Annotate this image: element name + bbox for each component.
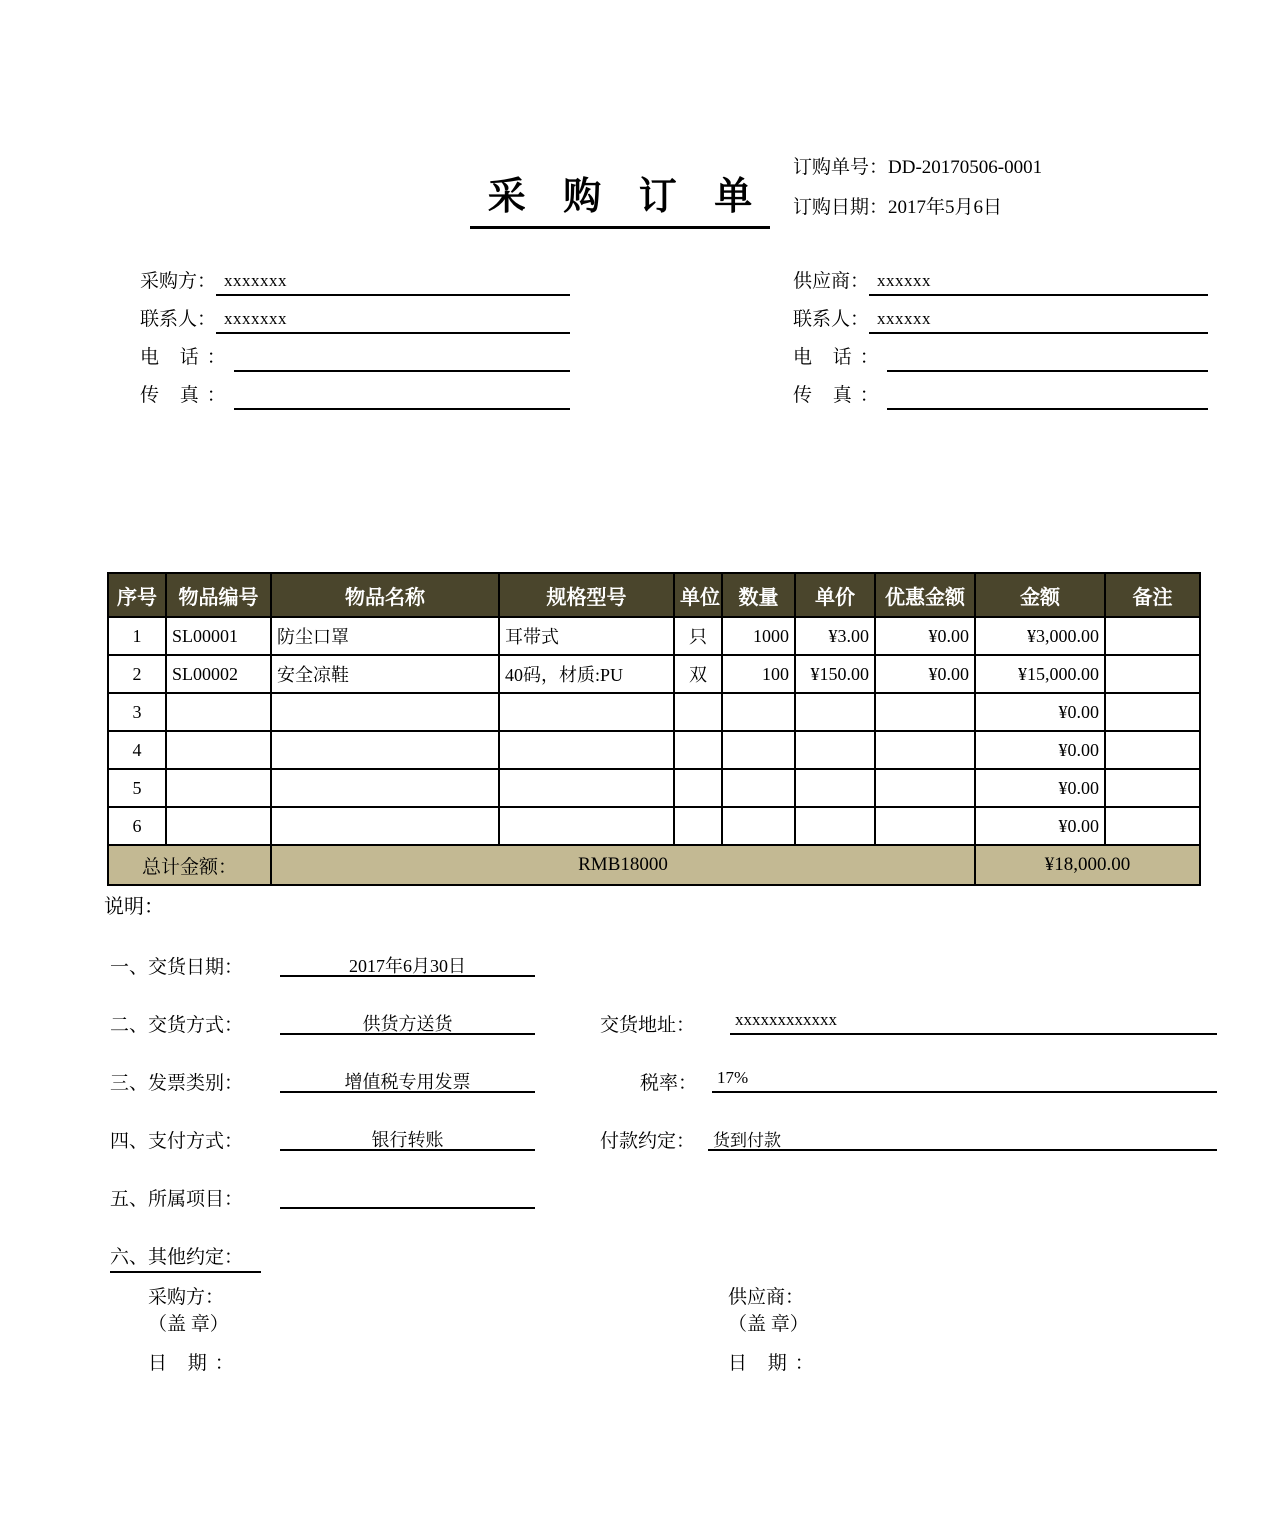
supplier-signature-party: 供应商： [728,1287,805,1308]
delivery-method-label: 二、交货方式： [110,1015,244,1036]
cell-spec[interactable] [499,731,674,769]
cell-quantity[interactable] [722,731,795,769]
cell-spec[interactable]: 40码，材质:PU [499,655,674,693]
order-date-line [793,188,1042,228]
note-row-project [110,1184,1270,1214]
document-header [0,148,1280,248]
cell-discount[interactable] [875,807,975,845]
order-number-label: 订购单号： [793,157,889,178]
order-number-line [793,148,1042,188]
buyer-phone-label: 电 话： [140,347,234,368]
items-table-header-row [108,573,1200,617]
supplier-contact-label: 联系人： [793,309,870,330]
cell-amount: ¥0.00 [975,731,1105,769]
supplier-contact-row [793,296,1208,334]
cell-name[interactable] [271,769,499,807]
supplier-signature-block [728,1284,822,1377]
buyer-signature-block [148,1284,242,1377]
items-table-body [108,617,1200,885]
delivery-date-label: 一、交货日期： [110,957,244,978]
payment-method-label: 四、支付方式： [110,1131,244,1152]
delivery-method-field[interactable]: 供货方送货 [280,1010,535,1035]
cell-unit[interactable]: 只 [674,617,722,655]
cell-discount[interactable] [875,769,975,807]
cell-unit[interactable] [674,731,722,769]
supplier-fax-field[interactable] [887,385,1208,410]
cell-note[interactable] [1105,769,1200,807]
cell-unit[interactable] [674,807,722,845]
supplier-contact-field[interactable]: xxxxxx [869,309,1208,334]
cell-index: 3 [108,693,166,731]
buyer-signature-date: 日 期： [148,1353,242,1374]
cell-discount[interactable] [875,731,975,769]
cell-code[interactable] [166,693,271,731]
cell-amount: ¥0.00 [975,807,1105,845]
cell-note[interactable] [1105,731,1200,769]
cell-price[interactable]: ¥3.00 [795,617,875,655]
supplier-phone-label: 电 话： [793,347,887,368]
cell-spec[interactable] [499,807,674,845]
buyer-info-block [140,258,570,410]
cell-price[interactable] [795,769,875,807]
supplier-name-field[interactable]: xxxxxx [869,271,1208,296]
supplier-fax-label: 传 真： [793,385,887,406]
cell-code[interactable]: SL00001 [166,617,271,655]
column-header-price: 单价 [795,573,875,617]
items-table [107,572,1201,886]
cell-quantity[interactable] [722,693,795,731]
tax-rate-field[interactable]: 17% [712,1068,1217,1093]
table-row [108,655,1200,693]
cell-name[interactable] [271,693,499,731]
items-table-container [107,572,1199,886]
cell-name[interactable]: 防尘口罩 [271,617,499,655]
column-header-amount: 金额 [975,573,1105,617]
column-header-name: 物品名称 [271,573,499,617]
cell-amount: ¥15,000.00 [975,655,1105,693]
column-header-spec: 规格型号 [499,573,674,617]
cell-note[interactable] [1105,617,1200,655]
other-terms-label: 六、其他约定： [110,1242,261,1273]
payment-terms-label: 付款约定： [600,1131,696,1152]
total-amount-value: ¥18,000.00 [975,845,1200,885]
supplier-fax-row [793,372,1208,410]
total-row [108,845,1200,885]
cell-index: 2 [108,655,166,693]
cell-amount: ¥0.00 [975,693,1105,731]
table-row [108,731,1200,769]
order-date-value: 2017年5月6日 [888,197,1003,218]
buyer-name-field[interactable]: xxxxxxx [216,271,570,296]
buyer-signature-party: 采购方： [148,1287,225,1308]
supplier-signature-date: 日 期： [728,1353,822,1374]
invoice-type-label: 三、发票类别： [110,1073,244,1094]
cell-price[interactable] [795,731,875,769]
payment-method-field[interactable]: 银行转账 [280,1126,535,1151]
supplier-name-label: 供应商： [793,271,870,292]
cell-quantity[interactable] [722,807,795,845]
note-row-payment-method [110,1126,1270,1156]
notes-heading: 说明： [104,896,164,918]
cell-code[interactable]: SL00002 [166,655,271,693]
cell-quantity[interactable] [722,769,795,807]
cell-index: 4 [108,731,166,769]
note-row-invoice-type [110,1068,1270,1098]
table-row [108,769,1200,807]
cell-spec[interactable] [499,693,674,731]
cell-price[interactable] [795,693,875,731]
cell-spec[interactable] [499,769,674,807]
order-meta [793,148,1042,228]
supplier-name-row [793,258,1208,296]
cell-note[interactable] [1105,807,1200,845]
cell-name[interactable]: 安全凉鞋 [271,655,499,693]
total-amount-words: RMB18000 [271,845,975,885]
delivery-address-label: 交货地址： [600,1015,696,1036]
cell-note[interactable] [1105,655,1200,693]
column-header-unit: 单位 [674,573,722,617]
supplier-phone-field[interactable] [887,347,1208,372]
payment-terms-field[interactable]: 货到付款 [708,1126,1217,1151]
buyer-phone-row [140,334,570,372]
cell-name[interactable] [271,731,499,769]
supplier-info-block [793,258,1208,410]
buyer-contact-row [140,296,570,334]
buyer-name-label: 采购方： [140,271,217,292]
table-row [108,693,1200,731]
cell-unit[interactable] [674,693,722,731]
tax-rate-label: 税率： [640,1073,698,1094]
cell-name[interactable] [271,807,499,845]
total-label: 总计金额： [108,845,271,885]
supplier-signature-seal: （盖 章） [728,1314,809,1335]
cell-quantity[interactable]: 100 [722,655,795,693]
delivery-date-field[interactable]: 2017年6月30日 [280,952,535,977]
cell-unit[interactable] [674,769,722,807]
buyer-fax-label: 传 真： [140,385,234,406]
note-row-other-terms [110,1242,1270,1272]
column-header-index: 序号 [108,573,166,617]
order-date-label: 订购日期： [793,197,889,218]
cell-code[interactable] [166,731,271,769]
table-row [108,807,1200,845]
cell-index: 6 [108,807,166,845]
cell-amount: ¥3,000.00 [975,617,1105,655]
column-header-code: 物品编号 [166,573,271,617]
cell-index: 1 [108,617,166,655]
buyer-contact-field[interactable]: xxxxxxx [216,309,570,334]
cell-code[interactable] [166,807,271,845]
supplier-phone-row [793,334,1208,372]
project-label: 五、所属项目： [110,1189,244,1210]
cell-amount: ¥0.00 [975,769,1105,807]
note-row-delivery-method [110,1010,1270,1040]
cell-discount[interactable]: ¥0.00 [875,617,975,655]
cell-spec[interactable]: 耳带式 [499,617,674,655]
parties-section [0,258,1280,406]
cell-price[interactable]: ¥150.00 [795,655,875,693]
column-header-note: 备注 [1105,573,1200,617]
cell-quantity[interactable]: 1000 [722,617,795,655]
order-number-value: DD-20170506-0001 [888,157,1043,178]
buyer-fax-row [140,372,570,410]
cell-discount[interactable] [875,693,975,731]
invoice-type-field[interactable]: 增值税专用发票 [280,1068,535,1093]
buyer-name-row [140,258,570,296]
cell-index: 5 [108,769,166,807]
cell-note[interactable] [1105,693,1200,731]
column-header-quantity: 数量 [722,573,795,617]
cell-unit[interactable]: 双 [674,655,722,693]
buyer-signature-seal: （盖 章） [148,1314,229,1335]
buyer-contact-label: 联系人： [140,309,217,330]
page-title: 采 购 订 单 [470,176,770,229]
buyer-fax-field[interactable] [234,385,570,410]
buyer-phone-field[interactable] [234,347,570,372]
cell-code[interactable] [166,769,271,807]
table-row [108,617,1200,655]
column-header-discount: 优惠金额 [875,573,975,617]
delivery-address-field[interactable]: xxxxxxxxxxxx [730,1010,1217,1035]
cell-price[interactable] [795,807,875,845]
note-row-delivery-date [110,952,1270,982]
project-field[interactable] [280,1184,535,1209]
cell-discount[interactable]: ¥0.00 [875,655,975,693]
